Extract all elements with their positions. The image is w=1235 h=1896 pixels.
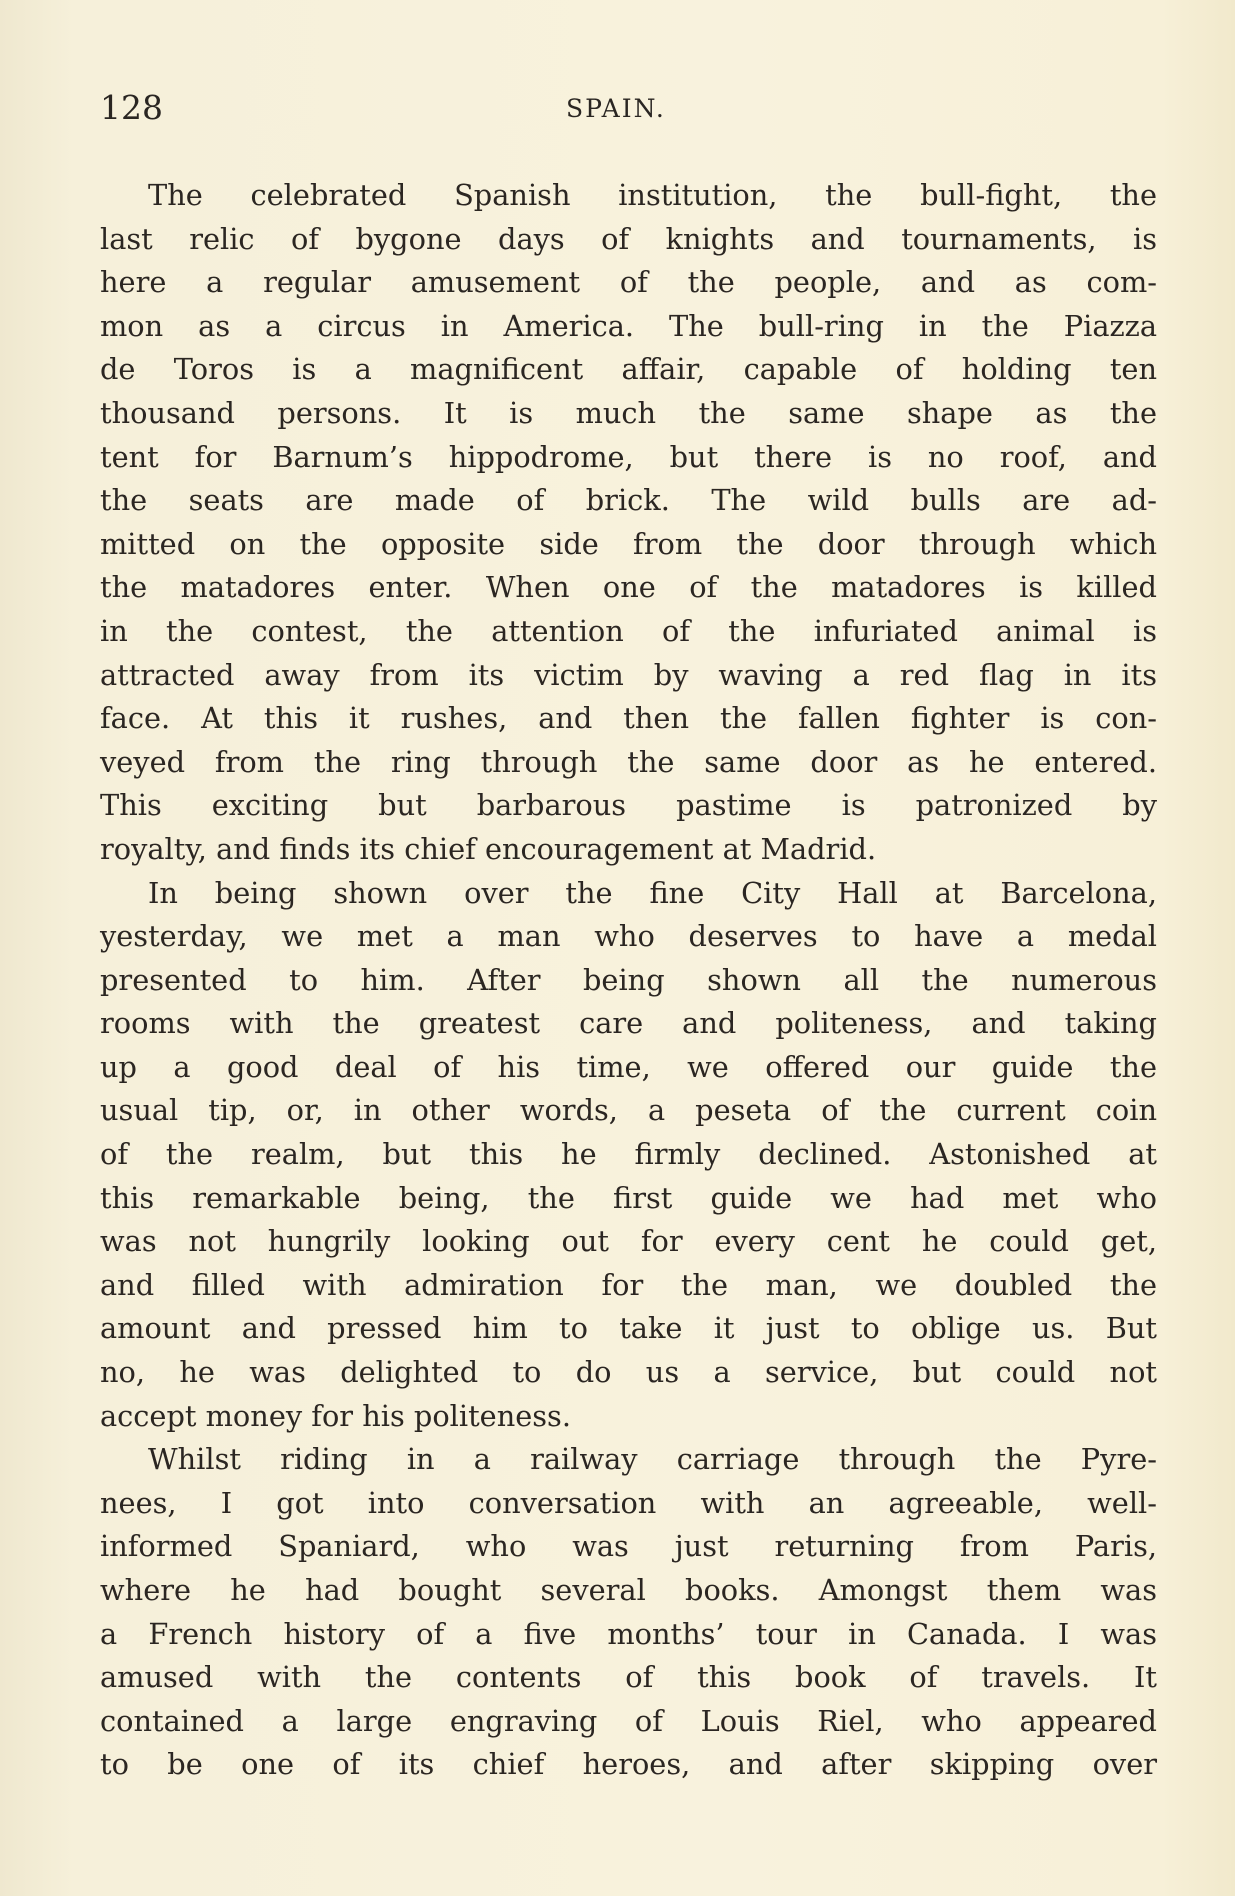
text-line: This exciting but barbarous pastime is patronized by [100, 788, 1157, 823]
page-number: 128 [100, 88, 163, 127]
text-line: a French history of a five months’ tour in Canada. I was [100, 1616, 1157, 1651]
text-line: last relic of bygone days of knights and tournaments, is [100, 221, 1157, 256]
text-line: yesterday, we met a man who deserves to have a medal [100, 919, 1157, 954]
text-line: up a good deal of his time, we offered our guide the [100, 1049, 1157, 1084]
text-line: Whilst riding in a railway carriage through the Pyre- [148, 1442, 1157, 1477]
text-line: accept money for his politeness. [100, 1398, 571, 1433]
text-line: informed Spaniard, who was just returning from Paris, [100, 1529, 1157, 1564]
text-line: to be one of its chief heroes, and after skipping over [100, 1747, 1157, 1782]
text-line: attracted away from its victim by waving a red flag in its [100, 657, 1157, 692]
text-line: mitted on the opposite side from the door through which [100, 526, 1157, 561]
running-head: SPAIN. [566, 94, 666, 123]
text-line: where he had bought several books. Amongst them was [100, 1573, 1157, 1607]
text-line: face. At this it rushes, and then the fallen fighter is con- [100, 701, 1157, 736]
paragraph-city-hall [100, 872, 1157, 1439]
paragraph-railway [100, 1438, 1157, 1787]
text-line: In being shown over the fine City Hall at Barcelona, [148, 875, 1157, 910]
text-line: was not hungrily looking out for every cent he could get, [100, 1224, 1157, 1259]
text-line: nees, I got into conversation with an agreeable, well- [100, 1485, 1157, 1520]
text-line: amused with the contents of this book of travels. It [100, 1660, 1157, 1695]
text-line: presented to him. After being shown all the numerous [100, 962, 1157, 997]
text-line: usual tip, or, in other words, a peseta of the current coin [100, 1093, 1157, 1128]
text-line: and filled with admiration for the man, we doubled the [100, 1267, 1157, 1302]
text-line: this remarkable being, the first guide we had met who [100, 1180, 1157, 1215]
text-line: amount and pressed him to take it just to oblige us. But [100, 1311, 1157, 1346]
text-line: veyed from the ring through the same door as he entered. [100, 744, 1157, 779]
text-line: thousand persons. It is much the same shape as the [100, 395, 1157, 430]
text-line: no, he was delighted to do us a service, but could not [100, 1355, 1157, 1390]
text-line: contained a large engraving of Louis Riel, who appeared [100, 1703, 1157, 1738]
text-line: of the realm, but this he firmly declined. Astonished at [100, 1137, 1157, 1172]
text-line: rooms with the greatest care and politeness, and taking [100, 1006, 1157, 1041]
text-line: in the contest, the attention of the infuriated animal is [100, 613, 1157, 648]
text-line: the matadores enter. When one of the matadores is killed [100, 570, 1157, 605]
body-text [100, 174, 1157, 1787]
text-line: royalty, and finds its chief encouragement at Madrid. [100, 831, 877, 866]
text-line: the seats are made of brick. The wild bulls are ad- [100, 483, 1157, 518]
text-line: tent for Barnum’s hippodrome, but there is no roof, and [100, 439, 1157, 474]
text-line: mon as a circus in America. The bull-ring in the Piazza [100, 308, 1157, 343]
page-header [100, 88, 1155, 138]
text-line: here a regular amusement of the people, and as com- [100, 265, 1157, 300]
paragraph-bull-fight [100, 174, 1157, 872]
text-line: de Toros is a magnificent affair, capable of holding ten [100, 352, 1157, 387]
text-line: The celebrated Spanish institution, the bull-fight, the [148, 178, 1157, 212]
